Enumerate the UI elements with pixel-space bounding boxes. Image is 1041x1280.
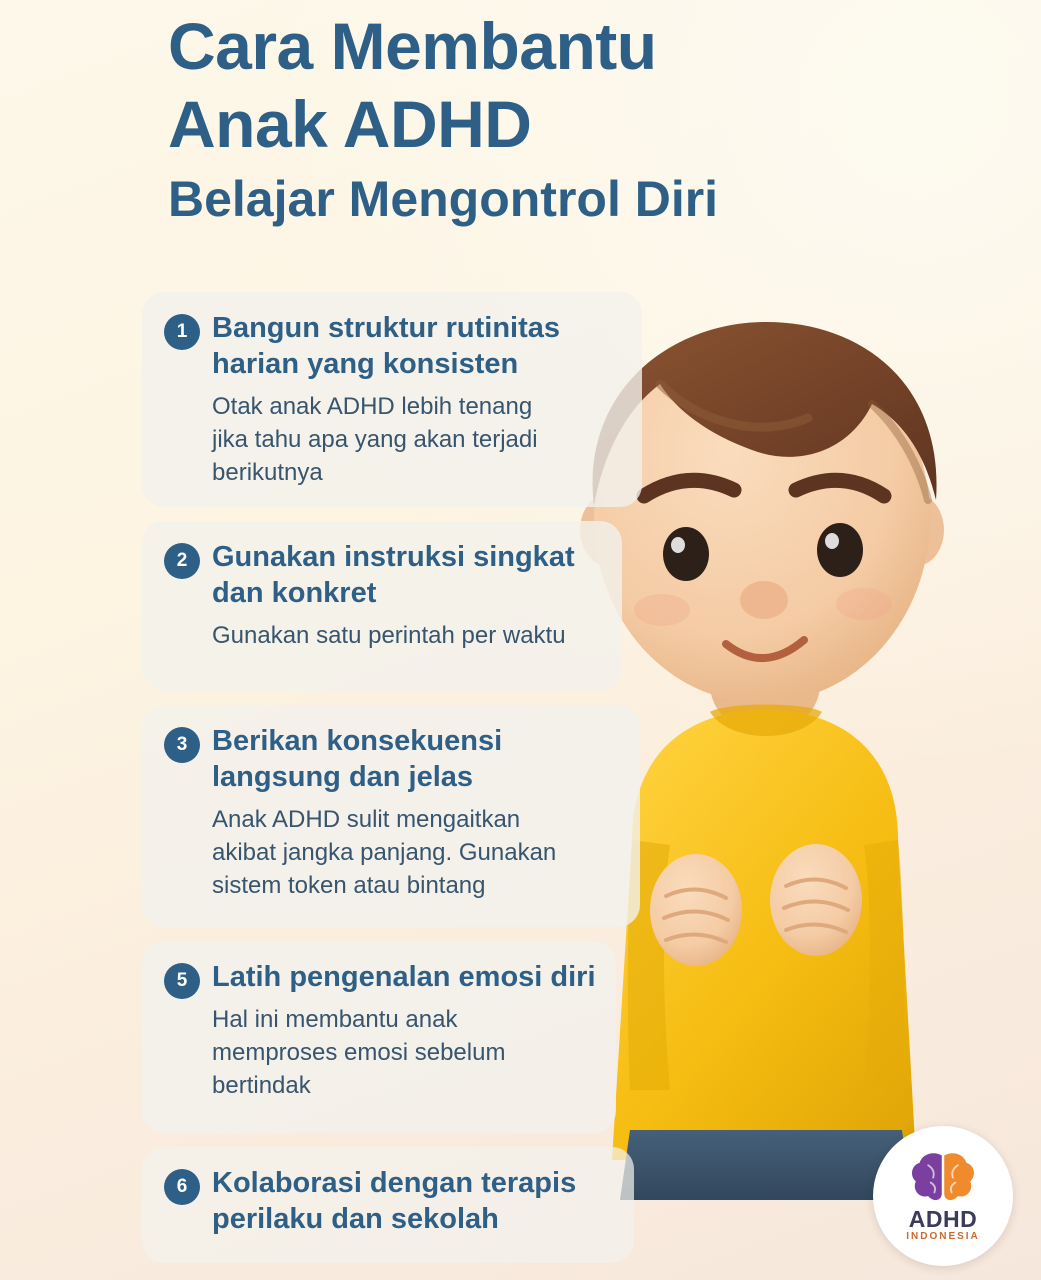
page-title [168,8,968,230]
tip-number-badge: 2 [164,543,200,579]
tip-body: Hal ini membantu anak memproses emosi sebelum bertindak [212,1006,506,1099]
tip-body: Anak ADHD sulit mengaitkan akibat jangka panjang. Gunakan sistem token atau bintang [212,806,557,899]
tip-title: Latih pengenalan emosi diri [212,961,596,993]
tip-number-badge: 1 [164,314,200,350]
tip-body: Gunakan satu perintah per waktu [212,622,566,649]
list-item [142,1147,634,1263]
logo-subtitle: INDONESIA [906,1231,980,1242]
tip-number-badge: 5 [164,963,200,999]
tip-number-badge: 3 [164,727,200,763]
title-line-2: Anak ADHD [168,87,532,161]
tip-title: Berikan konsekuensi langsung dan jelas [212,725,503,793]
brain-icon [906,1149,980,1205]
tip-title: Bangun struktur rutinitas harian yang konsisten [212,312,561,380]
logo-badge [873,1126,1013,1266]
logo-name: ADHD [908,1206,978,1232]
tip-number-badge: 6 [164,1169,200,1205]
list-item [142,941,616,1133]
title-line-1: Cara Membantu [168,9,657,83]
list-item [142,292,642,507]
tips-list [142,292,652,1277]
tip-body: Otak anak ADHD lebih tenang jika tahu apa yang akan terjadi berikutnya [212,393,538,486]
list-item [142,705,640,927]
list-item [142,521,622,691]
title-line-3: Belajar Mengontrol Diri [168,171,719,227]
tip-title: Gunakan instruksi singkat dan konkret [212,541,575,609]
tip-title: Kolaborasi dengan terapis perilaku dan sekolah [212,1167,577,1235]
